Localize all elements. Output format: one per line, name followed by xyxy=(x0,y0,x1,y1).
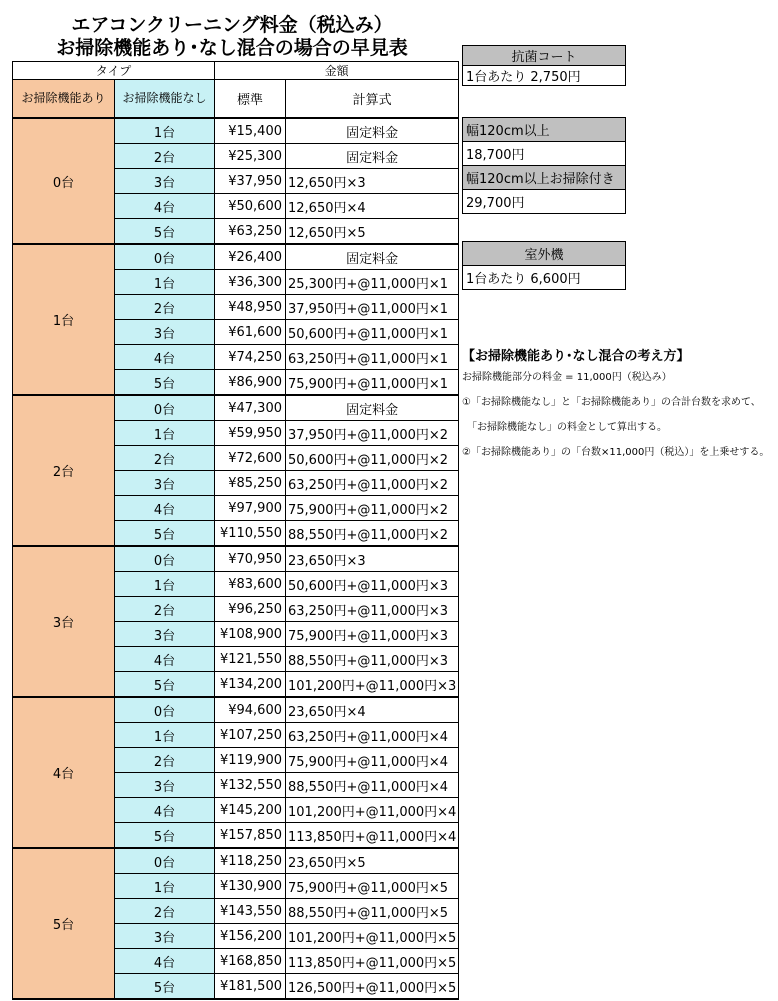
price-formula: 23,650円×4 xyxy=(286,697,459,723)
standard-price: ¥96,250 xyxy=(215,597,286,622)
without-cleaning-count: 1台 xyxy=(115,421,215,446)
standard-price: ¥97,900 xyxy=(215,496,286,521)
price-formula: 23,650円×5 xyxy=(286,848,459,874)
page-title: エアコンクリーニング料金（税込み） xyxy=(71,14,393,36)
standard-price: ¥59,950 xyxy=(215,421,286,446)
standard-price: ¥108,900 xyxy=(215,622,286,647)
page-subtitle: お掃除機能あり･なし混合の場合の早見表 xyxy=(56,37,408,59)
without-cleaning-count: 1台 xyxy=(115,723,215,748)
price-formula: 37,950円+@11,000円×2 xyxy=(286,421,459,446)
without-cleaning-count: 3台 xyxy=(115,622,215,647)
without-cleaning-count: 2台 xyxy=(115,446,215,471)
without-cleaning-count: 0台 xyxy=(115,244,215,270)
price-formula: 75,900円+@11,000円×4 xyxy=(286,748,459,773)
table-row xyxy=(13,395,459,421)
without-cleaning-count: 1台 xyxy=(115,874,215,899)
header-standard: 標準 xyxy=(215,80,286,119)
header-formula: 計算式 xyxy=(286,80,459,119)
standard-price: ¥130,900 xyxy=(215,874,286,899)
standard-price: ¥25,300 xyxy=(215,144,286,169)
standard-price: ¥36,300 xyxy=(215,270,286,295)
price-formula: 固定料金 xyxy=(286,118,459,144)
outdoor-unit-box xyxy=(462,241,626,290)
price-formula: 25,300円+@11,000円×1 xyxy=(286,270,459,295)
without-cleaning-count: 0台 xyxy=(115,697,215,723)
header-without-cleaning: お掃除機能なし xyxy=(115,80,215,119)
without-cleaning-count: 4台 xyxy=(115,345,215,370)
with-cleaning-count: 2台 xyxy=(13,395,115,546)
standard-price: ¥86,900 xyxy=(215,370,286,396)
standard-price: ¥94,600 xyxy=(215,697,286,723)
standard-price: ¥157,850 xyxy=(215,823,286,849)
price-formula: 88,550円+@11,000円×3 xyxy=(286,647,459,672)
standard-price: ¥143,550 xyxy=(215,899,286,924)
with-cleaning-count: 3台 xyxy=(13,546,115,697)
outdoor-value: 1台あたり 6,600円 xyxy=(463,266,626,290)
wide-cleaning-label: 幅120cm以上お掃除付き xyxy=(463,166,626,190)
price-formula: 37,950円+@11,000円×1 xyxy=(286,295,459,320)
without-cleaning-count: 2台 xyxy=(115,295,215,320)
price-formula: 12,650円×3 xyxy=(286,169,459,194)
standard-price: ¥74,250 xyxy=(215,345,286,370)
without-cleaning-count: 5台 xyxy=(115,370,215,396)
without-cleaning-count: 1台 xyxy=(115,572,215,597)
without-cleaning-count: 3台 xyxy=(115,320,215,345)
table-row xyxy=(13,118,459,144)
price-formula: 63,250円+@11,000円×2 xyxy=(286,471,459,496)
without-cleaning-count: 5台 xyxy=(115,974,215,1000)
standard-price: ¥168,850 xyxy=(215,949,286,974)
table-row xyxy=(13,848,459,874)
price-formula: 63,250円+@11,000円×1 xyxy=(286,345,459,370)
without-cleaning-count: 2台 xyxy=(115,144,215,169)
standard-price: ¥181,500 xyxy=(215,974,286,1000)
without-cleaning-count: 0台 xyxy=(115,848,215,874)
without-cleaning-count: 4台 xyxy=(115,647,215,672)
wide-value: 18,700円 xyxy=(463,142,626,166)
without-cleaning-count: 2台 xyxy=(115,899,215,924)
notes-line: お掃除機能部分の料金 = 11,000円（税込み） xyxy=(462,372,672,383)
standard-price: ¥70,950 xyxy=(215,546,286,572)
price-formula: 23,650円×3 xyxy=(286,546,459,572)
standard-price: ¥63,250 xyxy=(215,219,286,245)
without-cleaning-count: 3台 xyxy=(115,169,215,194)
price-table xyxy=(12,61,459,1000)
table-row xyxy=(13,697,459,723)
price-formula: 50,600円+@11,000円×1 xyxy=(286,320,459,345)
without-cleaning-count: 4台 xyxy=(115,949,215,974)
price-formula: 88,550円+@11,000円×5 xyxy=(286,899,459,924)
without-cleaning-count: 3台 xyxy=(115,471,215,496)
wide-cleaning-value: 29,700円 xyxy=(463,190,626,214)
price-formula: 88,550円+@11,000円×4 xyxy=(286,773,459,798)
header-with-cleaning: お掃除機能あり xyxy=(13,80,115,119)
price-formula: 101,200円+@11,000円×3 xyxy=(286,672,459,698)
price-formula: 101,200円+@11,000円×5 xyxy=(286,924,459,949)
antibacterial-value: 1台あたり 2,750円 xyxy=(463,66,626,86)
standard-price: ¥48,950 xyxy=(215,295,286,320)
price-formula: 12,650円×5 xyxy=(286,219,459,245)
without-cleaning-count: 4台 xyxy=(115,798,215,823)
with-cleaning-count: 0台 xyxy=(13,118,115,244)
without-cleaning-count: 2台 xyxy=(115,597,215,622)
standard-price: ¥47,300 xyxy=(215,395,286,421)
standard-price: ¥72,600 xyxy=(215,446,286,471)
with-cleaning-count: 4台 xyxy=(13,697,115,848)
standard-price: ¥37,950 xyxy=(215,169,286,194)
standard-price: ¥134,200 xyxy=(215,672,286,698)
standard-price: ¥61,600 xyxy=(215,320,286,345)
standard-price: ¥85,250 xyxy=(215,471,286,496)
without-cleaning-count: 5台 xyxy=(115,672,215,698)
standard-price: ¥110,550 xyxy=(215,521,286,547)
price-formula: 固定料金 xyxy=(286,144,459,169)
price-formula: 固定料金 xyxy=(286,244,459,270)
price-formula: 113,850円+@11,000円×5 xyxy=(286,949,459,974)
without-cleaning-count: 0台 xyxy=(115,395,215,421)
without-cleaning-count: 2台 xyxy=(115,748,215,773)
without-cleaning-count: 1台 xyxy=(115,118,215,144)
standard-price: ¥156,200 xyxy=(215,924,286,949)
price-formula: 63,250円+@11,000円×3 xyxy=(286,597,459,622)
antibacterial-box xyxy=(462,45,626,86)
price-formula: 126,500円+@11,000円×5 xyxy=(286,974,459,1000)
without-cleaning-count: 1台 xyxy=(115,270,215,295)
antibacterial-header: 抗菌コート xyxy=(463,46,626,66)
without-cleaning-count: 3台 xyxy=(115,773,215,798)
without-cleaning-count: 5台 xyxy=(115,823,215,849)
without-cleaning-count: 3台 xyxy=(115,924,215,949)
without-cleaning-count: 4台 xyxy=(115,496,215,521)
outdoor-header: 室外機 xyxy=(463,242,626,266)
notes-heading: 【お掃除機能あり･なし混合の考え方】 xyxy=(462,349,690,364)
without-cleaning-count: 0台 xyxy=(115,546,215,572)
table-row xyxy=(13,244,459,270)
wide-label: 幅120cm以上 xyxy=(463,118,626,142)
price-formula: 63,250円+@11,000円×4 xyxy=(286,723,459,748)
price-formula: 50,600円+@11,000円×2 xyxy=(286,446,459,471)
without-cleaning-count: 5台 xyxy=(115,219,215,245)
standard-price: ¥121,550 xyxy=(215,647,286,672)
header-amount: 金額 xyxy=(215,62,459,80)
without-cleaning-count: 5台 xyxy=(115,521,215,547)
notes-section xyxy=(462,345,769,472)
standard-price: ¥119,900 xyxy=(215,748,286,773)
with-cleaning-count: 1台 xyxy=(13,244,115,395)
without-cleaning-count: 4台 xyxy=(115,194,215,219)
header-type: タイプ xyxy=(13,62,215,80)
wide-unit-box xyxy=(462,117,626,214)
standard-price: ¥118,250 xyxy=(215,848,286,874)
price-formula: 75,900円+@11,000円×3 xyxy=(286,622,459,647)
notes-line: ①「お掃除機能なし」と「お掃除機能あり」の合計台数を求めて、 xyxy=(462,397,761,408)
standard-price: ¥50,600 xyxy=(215,194,286,219)
price-formula: 88,550円+@11,000円×2 xyxy=(286,521,459,547)
with-cleaning-count: 5台 xyxy=(13,848,115,999)
table-row xyxy=(13,546,459,572)
price-formula: 75,900円+@11,000円×5 xyxy=(286,874,459,899)
standard-price: ¥15,400 xyxy=(215,118,286,144)
standard-price: ¥132,550 xyxy=(215,773,286,798)
price-formula: 50,600円+@11,000円×3 xyxy=(286,572,459,597)
price-formula: 113,850円+@11,000円×4 xyxy=(286,823,459,849)
price-formula: 75,900円+@11,000円×1 xyxy=(286,370,459,396)
notes-line: 「お掃除機能なし」の料金として算出する。 xyxy=(462,422,667,433)
standard-price: ¥26,400 xyxy=(215,244,286,270)
price-formula: 75,900円+@11,000円×2 xyxy=(286,496,459,521)
price-formula: 12,650円×4 xyxy=(286,194,459,219)
standard-price: ¥83,600 xyxy=(215,572,286,597)
notes-line: ②「お掃除機能あり」の「台数×11,000円（税込）」を上乗せする。 xyxy=(462,447,770,458)
price-formula: 101,200円+@11,000円×4 xyxy=(286,798,459,823)
price-formula: 固定料金 xyxy=(286,395,459,421)
standard-price: ¥145,200 xyxy=(215,798,286,823)
standard-price: ¥107,250 xyxy=(215,723,286,748)
